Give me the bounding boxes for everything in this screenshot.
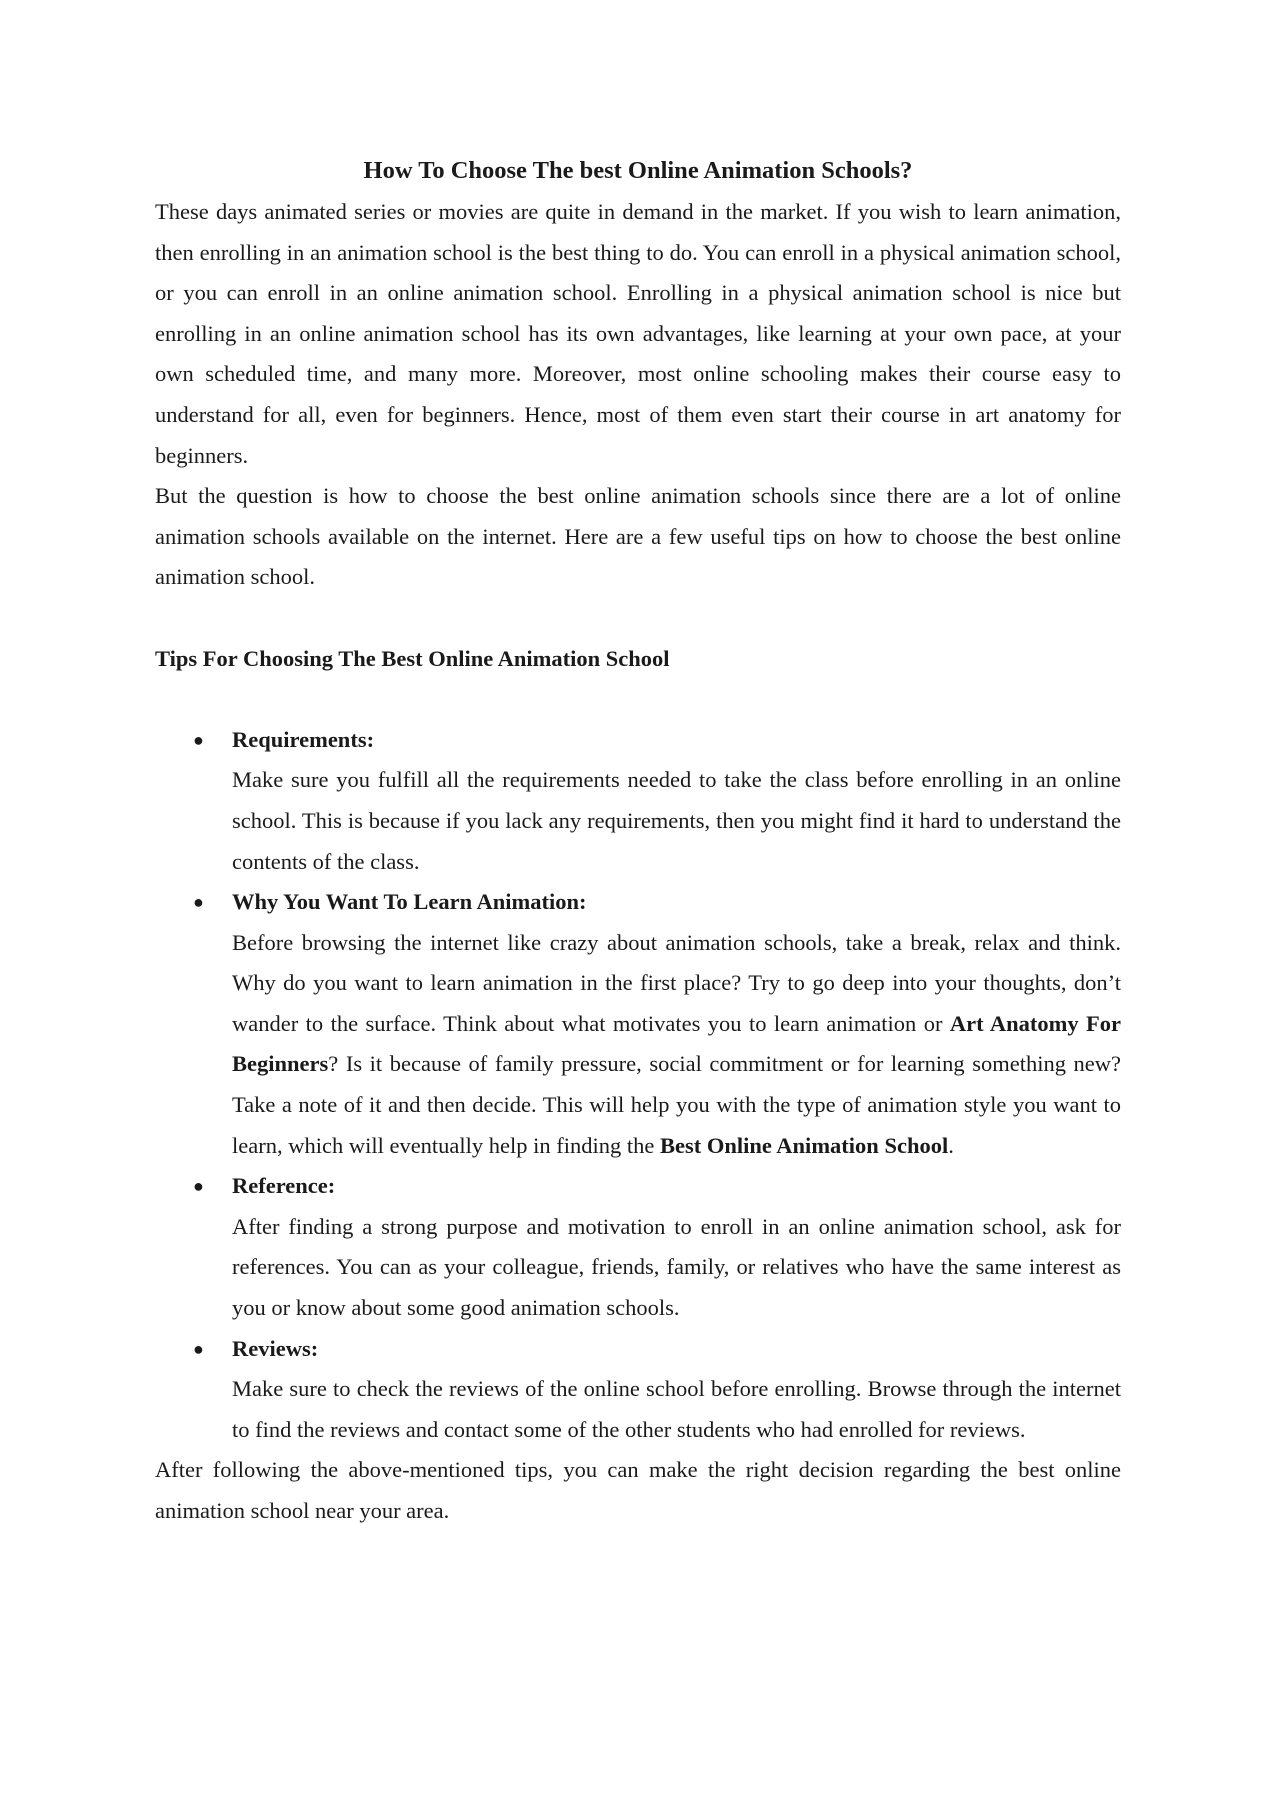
document-title: How To Choose The best Online Animation Schools? — [363, 157, 913, 184]
tip-item-reviews — [193, 1329, 1121, 1451]
bullet-icon: ● — [193, 1338, 204, 1359]
bold-phrase-art-anatomy: Art Anatomy For Beginners — [232, 1010, 1121, 1077]
tip-body-text: . — [948, 1132, 954, 1158]
tip-title: Reviews: — [232, 1335, 319, 1361]
tip-item-why-learn — [193, 882, 1121, 1166]
tip-item-reference — [193, 1166, 1121, 1328]
tip-title: Requirements: — [232, 726, 375, 752]
tip-body: Make sure you fulfill all the requirements needed to take the class before enrolling in an online school. This is because if you lack any requirements, then you might find it hard to understand the contents of the class. — [232, 767, 1121, 874]
tip-body-text: Before browsing the internet like crazy about animation schools, take a break, relax and think. Why do you want to learn animation in the first place? Try to go deep into your thoughts, don’t wander to the surface. Think about what motivates you to learn animation or — [232, 929, 1121, 1036]
bullet-icon: ● — [193, 729, 204, 750]
tip-item-requirements — [193, 720, 1121, 882]
intro-paragraph-2: But the question is how to choose the best online animation schools since there are a lot of online animation schools available on the internet. Here are a few useful tips on how to choose the best online animation school. — [155, 483, 1121, 590]
intro-paragraph-1: These days animated series or movies are quite in demand in the market. If you wish to learn animation, then enrolling in an animation school is the best thing to do. You can enroll in a physical animation school, or you can enroll in an online animation school. Enrolling in a physical animation school is nice but enrolling in an online animation school has its own advantages, like learning at your own pace, at your own scheduled time, and many more. Moreover, most online schooling makes their course easy to understand for all, even for beginners. Hence, most of them even start their course in art anatomy for beginners. — [155, 199, 1121, 468]
tip-body: After finding a strong purpose and motivation to enroll in an online animation school, ask for references. You can as your colleague, friends, family, or relatives who have the same interest as you or know about some good animation schools. — [232, 1213, 1121, 1321]
tip-title: Why You Want To Learn Animation: — [232, 889, 587, 915]
bullet-icon: ● — [193, 892, 204, 913]
tip-body — [232, 923, 1121, 1167]
tip-body: Make sure to check the reviews of the online school before enrolling. Browse through the internet to find the reviews and contact some of the other students who had enrolled for reviews. — [232, 1376, 1121, 1442]
conclusion-paragraph: After following the above-mentioned tips, you can make the right decision regarding the best online animation school near your area. — [155, 1457, 1121, 1523]
tip-title: Reference: — [232, 1173, 336, 1199]
document-page — [155, 150, 1121, 1532]
bullet-icon: ● — [193, 1176, 204, 1197]
tip-body-text: ? Is it because of family pressure, social commitment or for learning something new? Take a note of it and then decide. This will help you with the type of animation style you want to learn, which will eventually help in finding the — [232, 1051, 1121, 1158]
section-heading: Tips For Choosing The Best Online Animation School — [155, 645, 670, 671]
bold-phrase-best-school: Best Online Animation School — [660, 1132, 949, 1158]
tips-list — [155, 720, 1121, 1451]
